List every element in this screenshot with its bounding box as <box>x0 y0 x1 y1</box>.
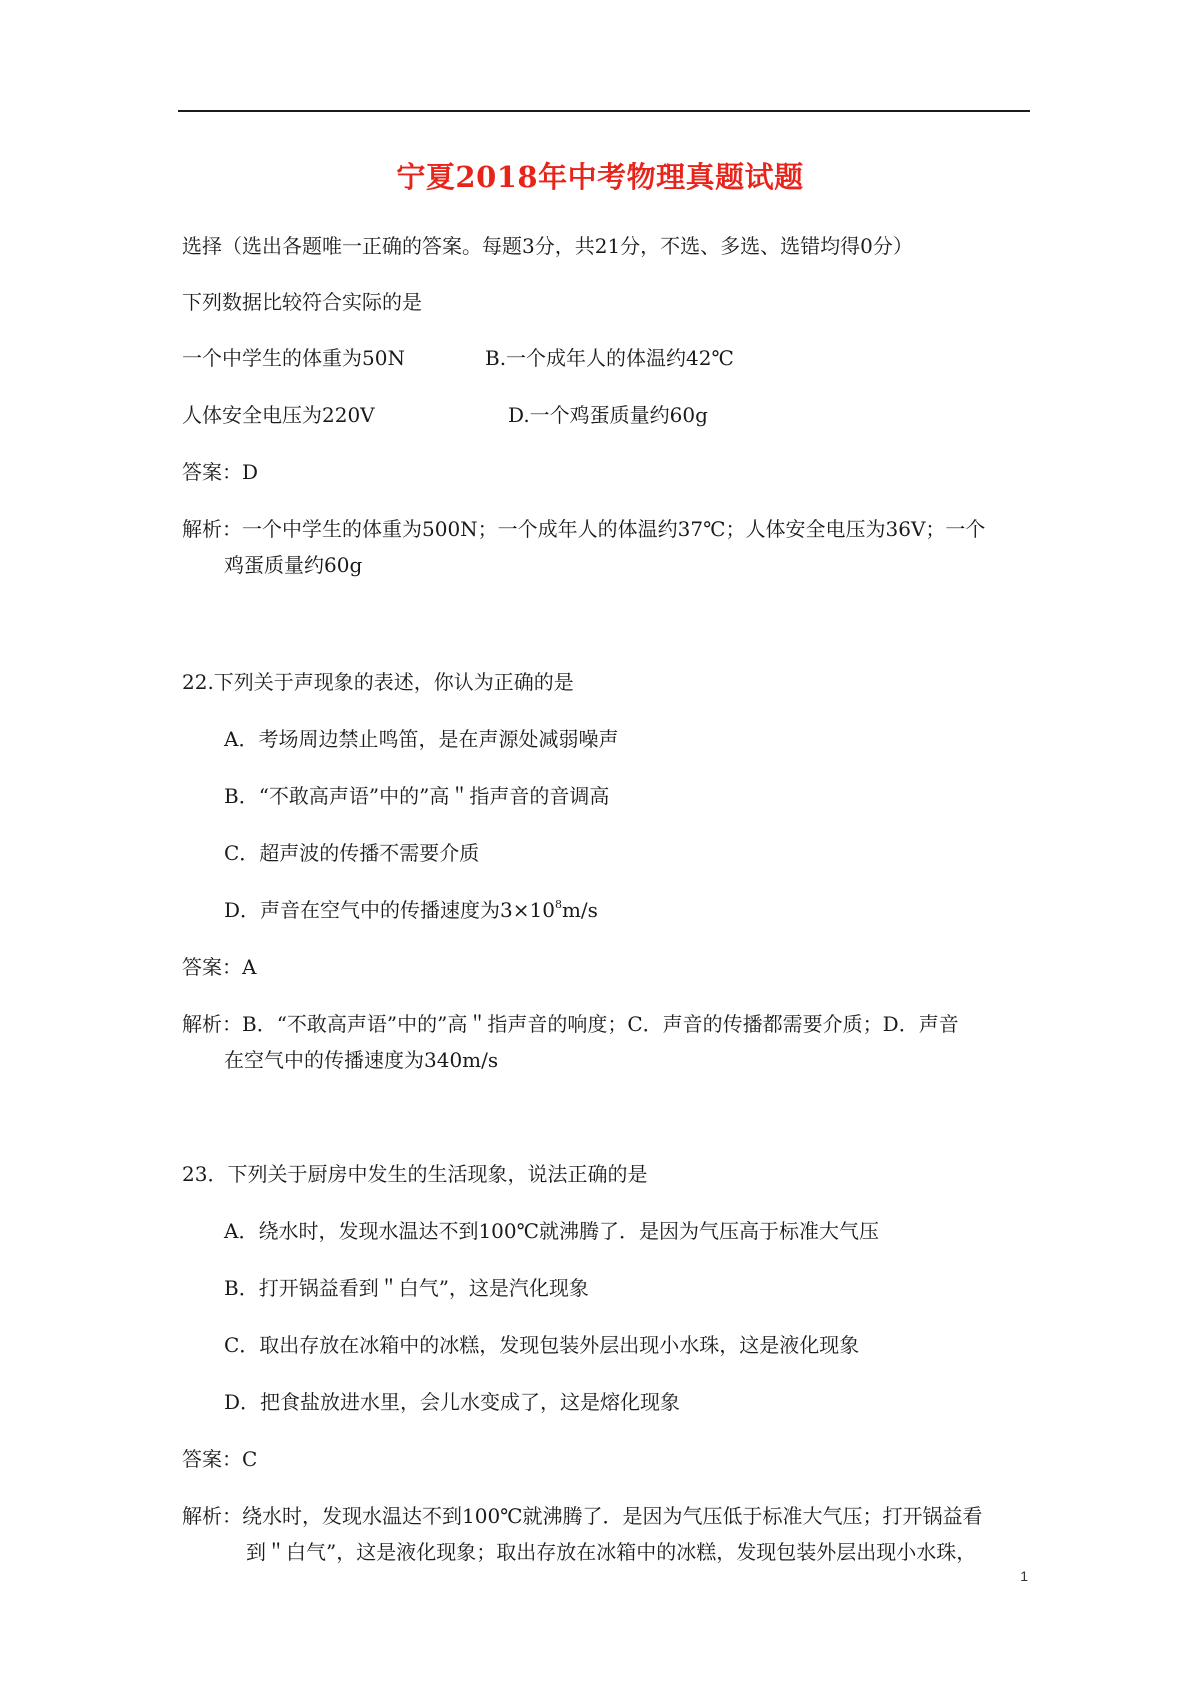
q22-answer: 答案：A <box>182 955 257 979</box>
q22-analysis-line-1: 解析：B．“不敢高声语”中的”高＂指声音的响度；C．声音的传播都需要介质；D．声音 <box>182 1012 959 1036</box>
page-number: 1 <box>1020 1568 1028 1584</box>
q23-analysis-line-2: 到＂白气”，这是液化现象；取出存放在冰箱中的冰糕，发现包装外层出现小水珠， <box>246 1540 977 1564</box>
q21-stem: 下列数据比较符合实际的是 <box>182 290 422 314</box>
q22-option-d-text: D．声音在空气中的传播速度为3×10 <box>224 898 555 922</box>
section-intro: 选择（选出各题唯一正确的答案。每题3分，共21分，不选、多选、选错均得0分） <box>182 234 913 258</box>
q21-option-b: B.一个成年人的体温约42℃ <box>485 346 734 370</box>
q22-option-d <box>224 896 598 928</box>
q21-analysis-line-2: 鸡蛋质量约60g <box>224 553 363 577</box>
q22-analysis-line-2: 在空气中的传播速度为340m/s <box>224 1048 499 1072</box>
q22-option-c: C．超声波的传播不需要介质 <box>224 841 480 865</box>
q21-option-d: D.一个鸡蛋质量约60g <box>508 403 708 427</box>
q22-option-d-exponent: 8 <box>554 898 562 911</box>
q21-option-a: 一个中学生的体重为50N <box>182 346 405 370</box>
header-rule <box>178 110 1030 112</box>
q23-option-c: C．取出存放在冰箱中的冰糕，发现包装外层出现小水珠，这是液化现象 <box>224 1333 860 1357</box>
q22-option-b: B．“不敢高声语”中的”高＂指声音的音调高 <box>224 784 610 808</box>
document-title: 宁夏2018年中考物理真题试题 <box>396 160 804 194</box>
q21-analysis-line-1: 解析：一个中学生的体重为500N；一个成年人的体温约37℃；人体安全电压为36V；一个 <box>182 517 986 541</box>
q22-option-d-unit: m/s <box>561 898 598 922</box>
q23-option-b: B．打开锅益看到＂白气”，这是汽化现象 <box>224 1276 589 1300</box>
q23-analysis-line-1: 解析：绕水时，发现水温达不到100℃就沸腾了．是因为气压低于标准大气压；打开锅益看 <box>182 1504 983 1528</box>
q21-option-c: 人体安全电压为220V <box>182 403 375 427</box>
q21-answer: 答案：D <box>182 460 259 484</box>
q23-answer: 答案：C <box>182 1447 258 1471</box>
q23-option-a: A．绕水时，发现水温达不到100℃就沸腾了．是因为气压高于标准大气压 <box>224 1219 879 1243</box>
q22-option-a: A．考场周边禁止鸣笛，是在声源处减弱噪声 <box>224 727 619 751</box>
q22-stem: 22.下列关于声现象的表述，你认为正确的是 <box>182 670 574 694</box>
q23-stem: 23．下列关于厨房中发生的生活现象，说法正确的是 <box>182 1162 648 1186</box>
q23-option-d: D．把食盐放进水里，会儿水变成了，这是熔化现象 <box>224 1390 681 1414</box>
